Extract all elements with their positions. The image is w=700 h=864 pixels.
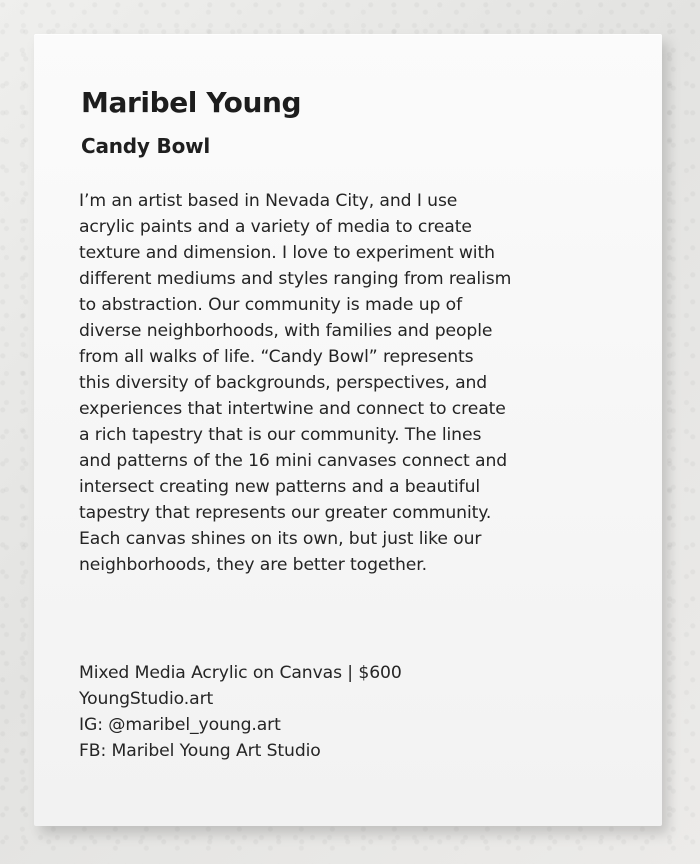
- statement-line: diverse neighborhoods, with families and people: [79, 321, 493, 341]
- statement-line: experiences that intertwine and connect to create: [79, 399, 506, 419]
- statement-line: neighborhoods, they are better together.: [79, 555, 428, 575]
- statement-line: intersect creating new patterns and a beautiful: [79, 477, 481, 497]
- artwork-title: Candy Bowl: [81, 134, 211, 158]
- facebook-text: FB: Maribel Young Art Studio: [79, 741, 321, 761]
- statement-line: Each canvas shines on its own, but just like our: [79, 529, 482, 549]
- statement-line: and patterns of the 16 mini canvases connect and: [79, 451, 508, 471]
- medium-price-text: Mixed Media Acrylic on Canvas | $600: [79, 663, 402, 683]
- statement-line: tapestry that represents our greater community.: [79, 503, 492, 523]
- artwork-details: [79, 660, 619, 764]
- website-text: YoungStudio.art: [79, 689, 214, 709]
- statement-line: from all walks of life. “Candy Bowl” represents: [79, 347, 474, 367]
- statement-line: I’m an artist based in Nevada City, and I use: [79, 191, 458, 211]
- artist-statement: [79, 188, 619, 578]
- artist-name: Maribel Young: [81, 86, 302, 119]
- statement-line: this diversity of backgrounds, perspectives, and: [79, 373, 488, 393]
- statement-line: acrylic paints and a variety of media to create: [79, 217, 472, 237]
- instagram-text: IG: @maribel_young.art: [79, 715, 281, 735]
- statement-line: different mediums and styles ranging from realism: [79, 269, 512, 289]
- artwork-label-card: [34, 34, 662, 826]
- statement-line: texture and dimension. I love to experiment with: [79, 243, 495, 263]
- statement-line: a rich tapestry that is our community. The lines: [79, 425, 482, 445]
- statement-line: to abstraction. Our community is made up of: [79, 295, 463, 315]
